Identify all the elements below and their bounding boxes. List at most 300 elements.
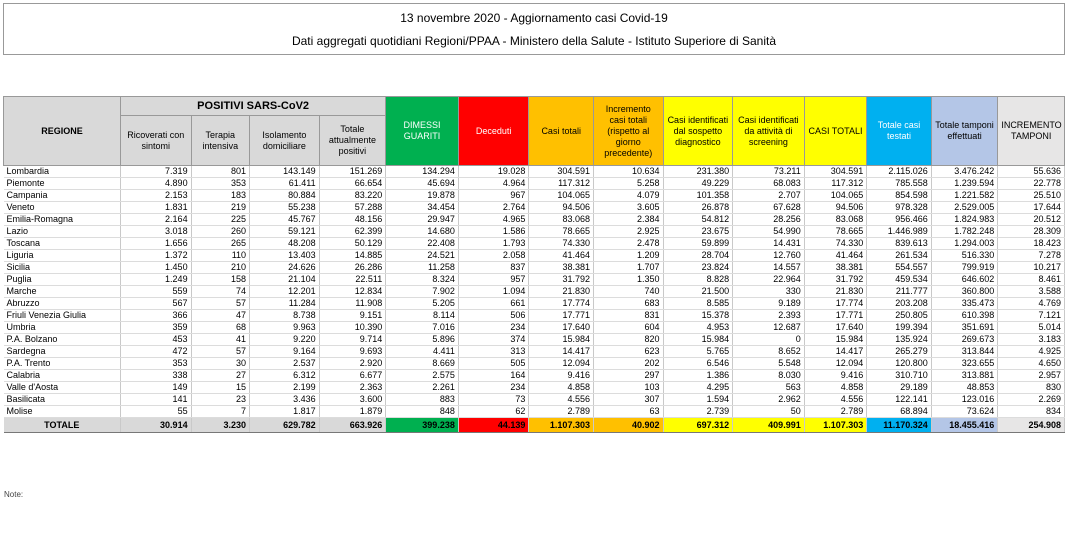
table-cell: 17.774 <box>804 298 867 310</box>
table-cell: 38.381 <box>529 262 594 274</box>
table-cell: 2.537 <box>250 358 320 370</box>
region-name-cell: Abruzzo <box>4 298 121 310</box>
table-cell: 3.436 <box>250 394 320 406</box>
table-cell: 2.707 <box>733 190 805 202</box>
table-cell: 5.765 <box>663 346 733 358</box>
header-dimessi: DIMESSI GUARITI <box>386 97 459 166</box>
table-cell: 839.613 <box>867 238 932 250</box>
region-name-cell: Veneto <box>4 202 121 214</box>
table-cell: 1.594 <box>663 394 733 406</box>
table-cell: 9.189 <box>733 298 805 310</box>
table-cell: 199.394 <box>867 322 932 334</box>
table-cell: 335.473 <box>931 298 998 310</box>
table-cell: 2.058 <box>458 250 529 262</box>
table-cell: 9.151 <box>319 310 386 322</box>
table-cell: 604 <box>593 322 663 334</box>
total-cell: 254.908 <box>998 418 1065 433</box>
table-cell: 103 <box>593 382 663 394</box>
header-casi-screening: Casi identificati da attività di screening <box>733 97 805 166</box>
table-cell: 265 <box>191 238 249 250</box>
table-cell: 48.156 <box>319 214 386 226</box>
table-cell: 31.792 <box>529 274 594 286</box>
table-cell: 9.416 <box>804 370 867 382</box>
table-cell: 4.953 <box>663 322 733 334</box>
table-cell: 141 <box>120 394 191 406</box>
table-cell: 17.640 <box>804 322 867 334</box>
page-subtitle: Dati aggregati quotidiani Regioni/PPAA - Ministero della Salute - Istituto Superiore di Sanità <box>291 34 777 48</box>
table-cell: 1.831 <box>120 202 191 214</box>
region-name-cell: Valle d'Aosta <box>4 382 121 394</box>
table-cell: 3.476.242 <box>931 166 998 178</box>
table-cell: 231.380 <box>663 166 733 178</box>
table-cell: 151.269 <box>319 166 386 178</box>
table-cell: 1.793 <box>458 238 529 250</box>
table-cell: 74.330 <box>529 238 594 250</box>
note-label: Note: <box>4 490 24 499</box>
table-cell: 14.680 <box>386 226 459 238</box>
table-cell: 459.534 <box>867 274 932 286</box>
table-cell: 55.238 <box>250 202 320 214</box>
table-cell: 29.189 <box>867 382 932 394</box>
table-cell: 67.628 <box>733 202 805 214</box>
header-terapia: Terapia intensiva <box>191 116 249 166</box>
table-cell: 117.312 <box>529 178 594 190</box>
region-name-cell: Friuli Venezia Giulia <box>4 310 121 322</box>
table-cell: 55 <box>120 406 191 418</box>
table-cell: 14.417 <box>804 346 867 358</box>
table-cell: 94.506 <box>804 202 867 214</box>
table-row <box>4 286 1065 298</box>
table-cell: 21.830 <box>804 286 867 298</box>
table-row <box>4 166 1065 178</box>
table-cell: 63 <box>593 406 663 418</box>
table-cell: 22.408 <box>386 238 459 250</box>
table-cell: 234 <box>458 322 529 334</box>
table-cell: 20.512 <box>998 214 1065 226</box>
table-cell: 2.393 <box>733 310 805 322</box>
region-name-cell: Campania <box>4 190 121 202</box>
table-cell: 24.626 <box>250 262 320 274</box>
total-cell: 44.139 <box>458 418 529 433</box>
table-cell: 353 <box>191 178 249 190</box>
table-cell: 3.183 <box>998 334 1065 346</box>
table-cell: 15.984 <box>529 334 594 346</box>
table-cell: 1.209 <box>593 250 663 262</box>
table-cell: 22.511 <box>319 274 386 286</box>
table-cell: 73.624 <box>931 406 998 418</box>
table-cell: 2.261 <box>386 382 459 394</box>
table-cell: 183 <box>191 190 249 202</box>
table-cell: 304.591 <box>804 166 867 178</box>
table-cell: 41 <box>191 334 249 346</box>
region-name-cell: Marche <box>4 286 121 298</box>
table-row <box>4 322 1065 334</box>
header-casi-testati: Totale casi testati <box>867 97 932 166</box>
table-cell: 15.984 <box>663 334 733 346</box>
table-cell: 110 <box>191 250 249 262</box>
region-name-cell: P.A. Bolzano <box>4 334 121 346</box>
table-cell: 831 <box>593 310 663 322</box>
table-cell: 957 <box>458 274 529 286</box>
table-cell: 978.328 <box>867 202 932 214</box>
page-title: 13 novembre 2020 - Aggiornamento casi Covid-19 <box>400 11 668 25</box>
table-cell: 4.650 <box>998 358 1065 370</box>
table-cell: 57 <box>191 298 249 310</box>
table-cell: 74 <box>191 286 249 298</box>
table-cell: 30 <box>191 358 249 370</box>
table-cell: 304.591 <box>529 166 594 178</box>
table-cell: 27 <box>191 370 249 382</box>
table-cell: 269.673 <box>931 334 998 346</box>
table-cell: 1.707 <box>593 262 663 274</box>
table-cell: 661 <box>458 298 529 310</box>
table-cell: 8.652 <box>733 346 805 358</box>
table-cell: 11.258 <box>386 262 459 274</box>
table-cell: 47 <box>191 310 249 322</box>
table-row <box>4 202 1065 214</box>
table-cell: 9.416 <box>529 370 594 382</box>
table-cell: 310.710 <box>867 370 932 382</box>
table-cell: 967 <box>458 190 529 202</box>
table-cell: 50.129 <box>319 238 386 250</box>
table-cell: 21.500 <box>663 286 733 298</box>
table-cell: 22.778 <box>998 178 1065 190</box>
table-cell: 31.792 <box>804 274 867 286</box>
table-cell: 117.312 <box>804 178 867 190</box>
table-cell: 50 <box>733 406 805 418</box>
table-cell: 83.220 <box>319 190 386 202</box>
table-cell: 4.858 <box>529 382 594 394</box>
table-cell: 48.853 <box>931 382 998 394</box>
table-cell: 38.381 <box>804 262 867 274</box>
table-cell: 646.602 <box>931 274 998 286</box>
table-cell: 785.558 <box>867 178 932 190</box>
table-cell: 2.789 <box>529 406 594 418</box>
total-cell: 30.914 <box>120 418 191 433</box>
table-cell: 78.665 <box>804 226 867 238</box>
table-cell: 8.114 <box>386 310 459 322</box>
table-cell: 9.220 <box>250 334 320 346</box>
table-cell: 28.309 <box>998 226 1065 238</box>
table-cell: 563 <box>733 382 805 394</box>
table-cell: 68 <box>191 322 249 334</box>
table-cell: 2.925 <box>593 226 663 238</box>
table-cell: 26.286 <box>319 262 386 274</box>
table-cell: 10.634 <box>593 166 663 178</box>
table-cell: 14.557 <box>733 262 805 274</box>
header-incremento-tamponi: INCREMENTO TAMPONI <box>998 97 1065 166</box>
table-cell: 360.800 <box>931 286 998 298</box>
region-name-cell: Molise <box>4 406 121 418</box>
table-cell: 610.398 <box>931 310 998 322</box>
table-cell: 3.600 <box>319 394 386 406</box>
table-cell: 7.319 <box>120 166 191 178</box>
header-regione: REGIONE <box>4 97 121 166</box>
table-cell: 2.199 <box>250 382 320 394</box>
header-casi-totali-caps: CASI TOTALI <box>804 97 867 166</box>
table-cell: 14.431 <box>733 238 805 250</box>
table-row <box>4 310 1065 322</box>
table-cell: 4.079 <box>593 190 663 202</box>
table-cell: 4.556 <box>529 394 594 406</box>
table-cell: 353 <box>120 358 191 370</box>
table-cell: 313.881 <box>931 370 998 382</box>
table-cell: 66.654 <box>319 178 386 190</box>
table-cell: 23.824 <box>663 262 733 274</box>
table-cell: 19.028 <box>458 166 529 178</box>
table-cell: 1.350 <box>593 274 663 286</box>
table-cell: 45.767 <box>250 214 320 226</box>
header-totale-positivi: Totale attualmente positivi <box>319 116 386 166</box>
header-positivi-group: POSITIVI SARS-CoV2 <box>120 97 385 116</box>
region-name-cell: Lazio <box>4 226 121 238</box>
table-cell: 54.990 <box>733 226 805 238</box>
table-row <box>4 262 1065 274</box>
table-cell: 202 <box>593 358 663 370</box>
table-cell: 12.834 <box>319 286 386 298</box>
table-cell: 820 <box>593 334 663 346</box>
table-cell: 120.800 <box>867 358 932 370</box>
table-cell: 8.585 <box>663 298 733 310</box>
table-cell: 57.288 <box>319 202 386 214</box>
table-cell: 55.636 <box>998 166 1065 178</box>
table-row <box>4 370 1065 382</box>
table-cell: 45.694 <box>386 178 459 190</box>
table-cell: 135.924 <box>867 334 932 346</box>
table-cell: 0 <box>733 334 805 346</box>
table-cell: 1.294.003 <box>931 238 998 250</box>
table-cell: 83.068 <box>529 214 594 226</box>
table-cell: 1.239.594 <box>931 178 998 190</box>
table-cell: 59.121 <box>250 226 320 238</box>
table-cell: 134.294 <box>386 166 459 178</box>
table-cell: 1.386 <box>663 370 733 382</box>
title-box <box>3 3 1065 55</box>
table-cell: 73 <box>458 394 529 406</box>
total-row <box>4 418 1065 433</box>
table-cell: 1.656 <box>120 238 191 250</box>
total-cell: 409.991 <box>733 418 805 433</box>
table-cell: 74.330 <box>804 238 867 250</box>
table-cell: 3.605 <box>593 202 663 214</box>
table-cell: 57 <box>191 346 249 358</box>
table-cell: 801 <box>191 166 249 178</box>
table-cell: 164 <box>458 370 529 382</box>
region-name-cell: Sicilia <box>4 262 121 274</box>
table-cell: 2.529.005 <box>931 202 998 214</box>
table-cell: 883 <box>386 394 459 406</box>
total-cell: 399.238 <box>386 418 459 433</box>
header-casi-totali: Casi totali <box>529 97 594 166</box>
table-cell: 23 <box>191 394 249 406</box>
table-row <box>4 298 1065 310</box>
table-cell: 19.878 <box>386 190 459 202</box>
table-cell: 26.878 <box>663 202 733 214</box>
table-cell: 62.399 <box>319 226 386 238</box>
region-name-cell: Toscana <box>4 238 121 250</box>
table-cell: 1.446.989 <box>867 226 932 238</box>
total-cell: 663.926 <box>319 418 386 433</box>
table-cell: 68.083 <box>733 178 805 190</box>
table-cell: 799.919 <box>931 262 998 274</box>
table-cell: 506 <box>458 310 529 322</box>
table-cell: 7.016 <box>386 322 459 334</box>
table-cell: 374 <box>458 334 529 346</box>
table-row <box>4 334 1065 346</box>
table-cell: 2.764 <box>458 202 529 214</box>
table-cell: 49.229 <box>663 178 733 190</box>
header-isolamento: Isolamento domiciliare <box>250 116 320 166</box>
table-cell: 4.769 <box>998 298 1065 310</box>
table-cell: 62 <box>458 406 529 418</box>
covid-table <box>3 96 1065 433</box>
table-row <box>4 406 1065 418</box>
total-cell: 40.902 <box>593 418 663 433</box>
table-cell: 1.372 <box>120 250 191 262</box>
table-cell: 351.691 <box>931 322 998 334</box>
header-ricoverati: Ricoverati con sintomi <box>120 116 191 166</box>
table-cell: 4.411 <box>386 346 459 358</box>
table-cell: 54.812 <box>663 214 733 226</box>
table-cell: 307 <box>593 394 663 406</box>
table-cell: 2.153 <box>120 190 191 202</box>
table-row <box>4 358 1065 370</box>
region-name-cell: Liguria <box>4 250 121 262</box>
table-cell: 5.258 <box>593 178 663 190</box>
table-cell: 8.030 <box>733 370 805 382</box>
table-cell: 516.330 <box>931 250 998 262</box>
table-cell: 359 <box>120 322 191 334</box>
table-cell: 203.208 <box>867 298 932 310</box>
header-casi-sospetto: Casi identificati dal sospetto diagnostico <box>663 97 733 166</box>
table-cell: 740 <box>593 286 663 298</box>
table-cell: 12.687 <box>733 322 805 334</box>
table-cell: 5.014 <box>998 322 1065 334</box>
table-cell: 261.534 <box>867 250 932 262</box>
table-cell: 297 <box>593 370 663 382</box>
table-cell: 25.510 <box>998 190 1065 202</box>
table-cell: 122.141 <box>867 394 932 406</box>
table-cell: 6.677 <box>319 370 386 382</box>
table-cell: 1.782.248 <box>931 226 998 238</box>
table-cell: 830 <box>998 382 1065 394</box>
table-cell: 8.738 <box>250 310 320 322</box>
table-cell: 2.739 <box>663 406 733 418</box>
table-cell: 2.115.026 <box>867 166 932 178</box>
table-cell: 8.461 <box>998 274 1065 286</box>
table-cell: 12.094 <box>804 358 867 370</box>
region-name-cell: Sardegna <box>4 346 121 358</box>
total-cell: 1.107.303 <box>804 418 867 433</box>
table-cell: 2.164 <box>120 214 191 226</box>
table-cell: 73.211 <box>733 166 805 178</box>
table-cell: 4.965 <box>458 214 529 226</box>
region-name-cell: Calabria <box>4 370 121 382</box>
table-cell: 11.284 <box>250 298 320 310</box>
table-cell: 7.902 <box>386 286 459 298</box>
table-cell: 2.269 <box>998 394 1065 406</box>
table-cell: 559 <box>120 286 191 298</box>
table-cell: 338 <box>120 370 191 382</box>
header-incremento: Incremento casi totali (rispetto al giorno precedente) <box>593 97 663 166</box>
table-cell: 234 <box>458 382 529 394</box>
table-cell: 14.417 <box>529 346 594 358</box>
table-cell: 78.665 <box>529 226 594 238</box>
table-cell: 17.771 <box>804 310 867 322</box>
region-name-cell: Piemonte <box>4 178 121 190</box>
table-cell: 17.640 <box>529 322 594 334</box>
table-cell: 250.805 <box>867 310 932 322</box>
table-row <box>4 190 1065 202</box>
table-cell: 59.899 <box>663 238 733 250</box>
table-cell: 219 <box>191 202 249 214</box>
table-cell: 41.464 <box>529 250 594 262</box>
table-cell: 3.018 <box>120 226 191 238</box>
table-cell: 7 <box>191 406 249 418</box>
total-cell: 11.170.324 <box>867 418 932 433</box>
table-cell: 15 <box>191 382 249 394</box>
table-cell: 48.208 <box>250 238 320 250</box>
table-cell: 4.925 <box>998 346 1065 358</box>
table-cell: 4.858 <box>804 382 867 394</box>
table-cell: 80.884 <box>250 190 320 202</box>
region-name-cell: Puglia <box>4 274 121 286</box>
total-cell: 629.782 <box>250 418 320 433</box>
table-row <box>4 226 1065 238</box>
table-cell: 2.920 <box>319 358 386 370</box>
table-cell: 123.016 <box>931 394 998 406</box>
table-row <box>4 346 1065 358</box>
table-cell: 3.588 <box>998 286 1065 298</box>
table-row <box>4 178 1065 190</box>
table-cell: 12.760 <box>733 250 805 262</box>
table-cell: 683 <box>593 298 663 310</box>
table-cell: 29.947 <box>386 214 459 226</box>
table-cell: 8.669 <box>386 358 459 370</box>
table-cell: 17.644 <box>998 202 1065 214</box>
table-cell: 5.205 <box>386 298 459 310</box>
header-deceduti: Deceduti <box>458 97 529 166</box>
table-cell: 41.464 <box>804 250 867 262</box>
region-name-cell: Basilicata <box>4 394 121 406</box>
table-cell: 4.556 <box>804 394 867 406</box>
table-cell: 83.068 <box>804 214 867 226</box>
table-cell: 10.217 <box>998 262 1065 274</box>
table-cell: 9.164 <box>250 346 320 358</box>
table-cell: 956.466 <box>867 214 932 226</box>
table-cell: 1.824.983 <box>931 214 998 226</box>
table-cell: 225 <box>191 214 249 226</box>
table-cell: 8.324 <box>386 274 459 286</box>
table-cell: 34.454 <box>386 202 459 214</box>
table-cell: 17.774 <box>529 298 594 310</box>
table-cell: 210 <box>191 262 249 274</box>
table-cell: 2.789 <box>804 406 867 418</box>
table-cell: 211.777 <box>867 286 932 298</box>
table-cell: 1.094 <box>458 286 529 298</box>
table-cell: 623 <box>593 346 663 358</box>
table-row <box>4 238 1065 250</box>
table-cell: 2.363 <box>319 382 386 394</box>
table-cell: 22.964 <box>733 274 805 286</box>
table-cell: 5.896 <box>386 334 459 346</box>
table-cell: 2.575 <box>386 370 459 382</box>
table-cell: 1.221.582 <box>931 190 998 202</box>
table-cell: 143.149 <box>250 166 320 178</box>
table-cell: 260 <box>191 226 249 238</box>
table-cell: 1.879 <box>319 406 386 418</box>
table-cell: 7.278 <box>998 250 1065 262</box>
